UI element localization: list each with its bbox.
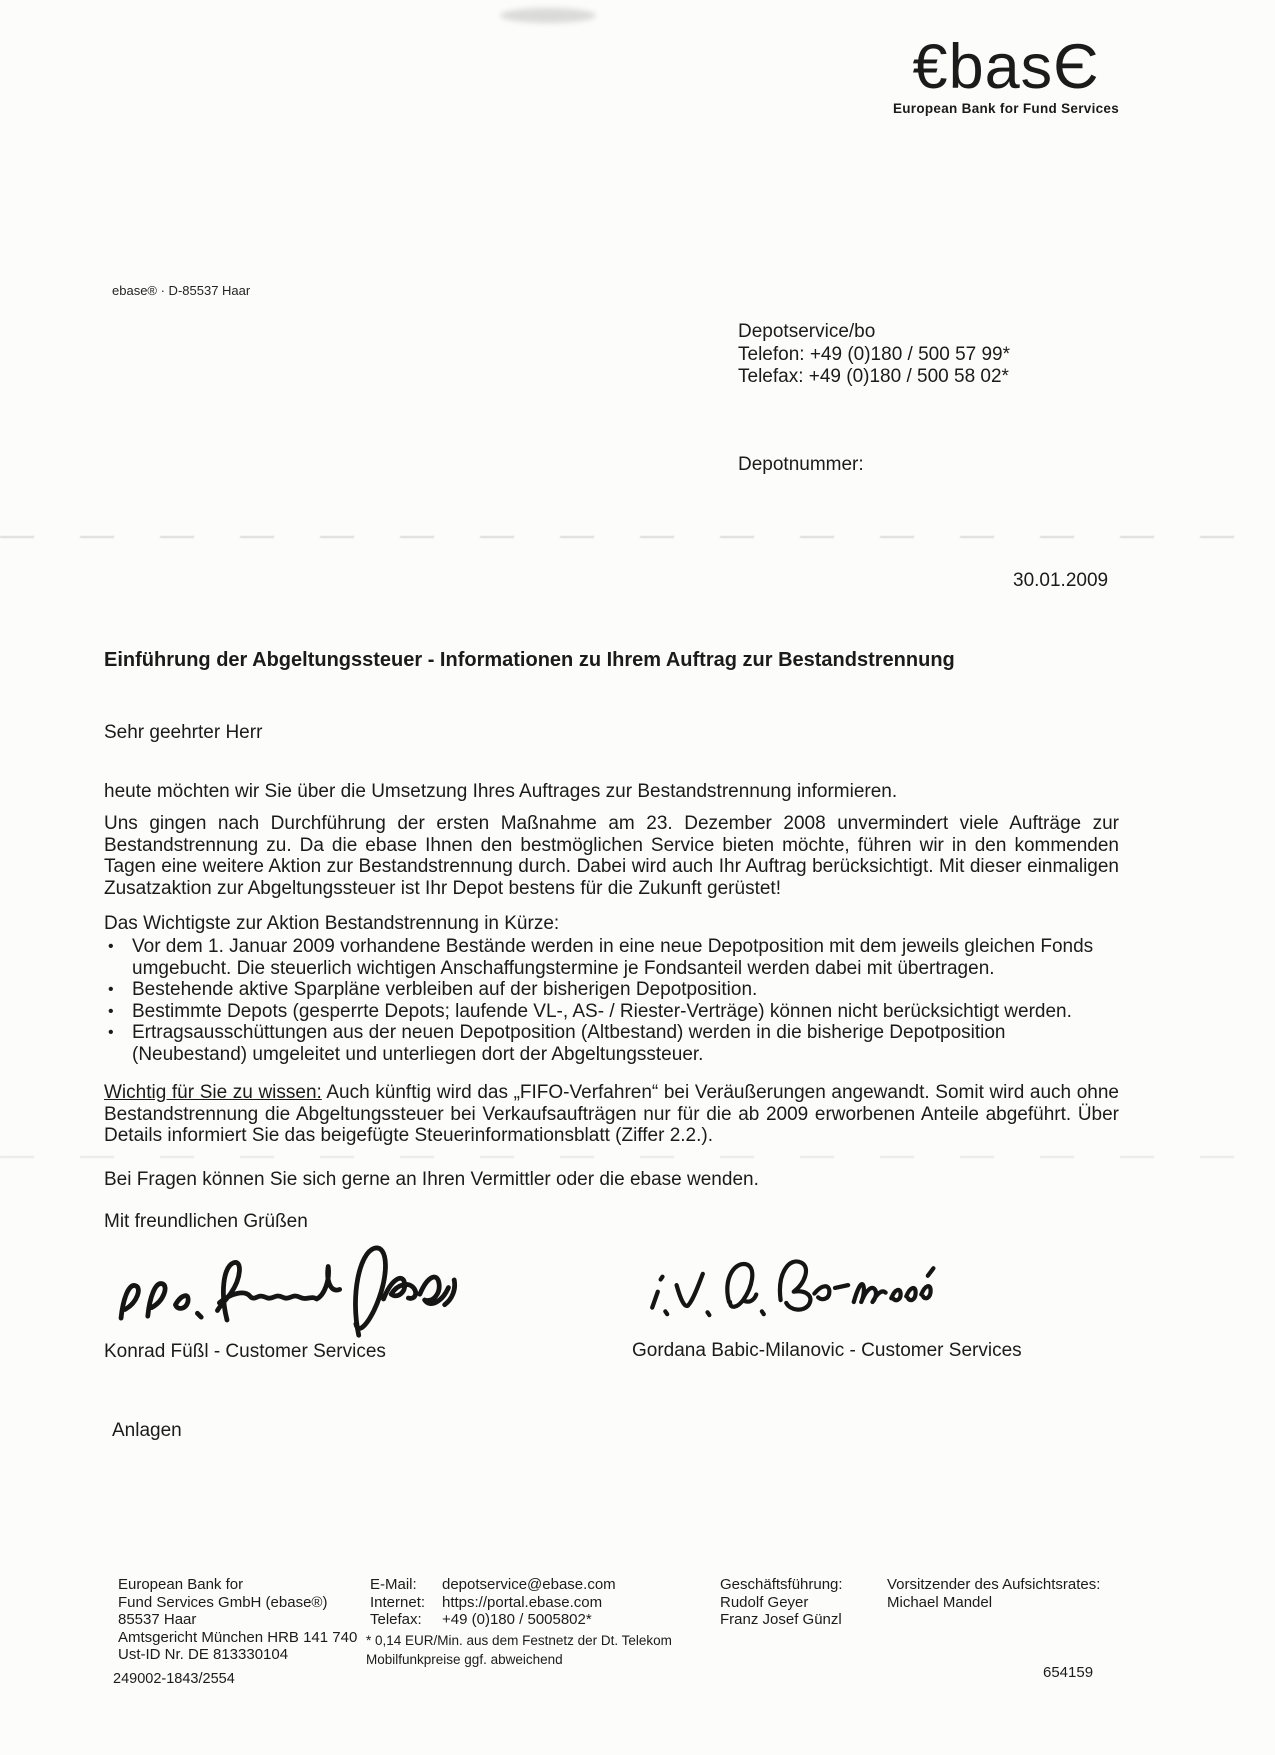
signer-name: Gordana Babic-Milanovic - Customer Services — [632, 1340, 1022, 1361]
salutation: Sehr geehrter Herr — [104, 722, 263, 743]
bullet-text: Ertragsausschüttungen aus der neuen Depotposition (Altbestand) werden in die bisherige Depotposition (Neubestand) umgeleitet und unterliegen dort der Abgeltungssteuer. — [132, 1022, 1006, 1065]
paragraph-intro: heute möchten wir Sie über die Umsetzung Ihres Auftrages zur Bestandstrennung informieren. — [104, 781, 898, 802]
document-code: 654159 — [1043, 1664, 1094, 1681]
footer-board-name: Michael Mandel — [887, 1593, 993, 1611]
list-item — [104, 979, 1119, 1001]
signer-name: Konrad Füßl - Customer Services — [104, 1341, 386, 1362]
footer-management-name: Rudolf Geyer — [720, 1593, 809, 1611]
bullet-text: Bestehende aktive Sparpläne verbleiben auf der bisherigen Depotposition. — [132, 979, 758, 1000]
footer-company-line: European Bank for — [118, 1576, 244, 1593]
footer-contact-row — [370, 1576, 616, 1594]
closing-greeting: Mit freundlichen Grüßen — [104, 1211, 308, 1232]
bullet-icon: • — [108, 1024, 114, 1041]
footer-contact-label: Internet: — [370, 1593, 426, 1611]
important-note-text: Auch künftig wird das „FIFO-Verfahren“ bei Veräußerungen angewandt. Somit wird auch ohne Bestandstrennung die Abgeltungssteuer bei Verkaufsaufträgen nur für die ab 2009 erworbenen Anteile abgeführt. Über Details informiert Sie das beigefügte Steuerinformationsblatt (Ziffer 2.2.). — [104, 1082, 1119, 1146]
footer-management-name: Franz Josef Günzl — [720, 1611, 842, 1628]
footer-company-line: Ust-ID Nr. DE 813330104 — [118, 1646, 289, 1663]
footer-contact-block — [370, 1576, 616, 1629]
footer-company-line: Fund Services GmbH (ebase®) — [118, 1593, 328, 1611]
footer-company-line: Amtsgericht München HRB 141 740 — [118, 1628, 358, 1646]
logo-tagline: European Bank for Fund Services — [892, 101, 1120, 117]
list-item — [104, 936, 1119, 979]
depot-number-label: Depotnummer: — [738, 454, 864, 475]
contact-fax: Telefax: +49 (0)180 / 500 58 02* — [738, 366, 1009, 387]
important-note-paragraph — [104, 1082, 1119, 1147]
letter-date: 30.01.2009 — [1013, 570, 1109, 591]
footer-contact-row — [370, 1594, 616, 1612]
footer-company-block — [118, 1576, 357, 1664]
footer-contact-label: Telefax: — [370, 1611, 422, 1628]
footer-contact-row — [370, 1611, 616, 1629]
important-note-label: Wichtig für Sie zu wissen: — [104, 1082, 322, 1103]
signature-konrad-fuessl — [100, 1236, 480, 1346]
ebase-logo-wordmark: €basЄ — [912, 32, 1100, 102]
footer-company-line: 85537 Haar — [118, 1611, 197, 1628]
signature-gordana-babic — [640, 1240, 940, 1339]
footer-management-block — [720, 1576, 843, 1629]
bullet-list — [104, 936, 1119, 1065]
footer-contact-label: E-Mail: — [370, 1576, 417, 1593]
bullet-text: Vor dem 1. Januar 2009 vorhandene Bestände werden in eine neue Depotposition mit dem jeweils gleichen Fonds umgebucht. Die steuerlich wichtigen Anschaffungstermine je Fondsanteil werden dabei mit übertragen. — [132, 936, 1094, 979]
bullet-icon: • — [108, 981, 114, 998]
footer-board-title: Vorsitzender des Aufsichtsrates: — [887, 1576, 1101, 1593]
bullet-text: Bestimmte Depots (gesperrte Depots; laufende VL-, AS- / Riester-Verträge) können nicht berücksichtigt werden. — [132, 1000, 1072, 1022]
footer-board-block — [887, 1576, 1100, 1611]
handwritten-signature-icon — [100, 1236, 480, 1341]
enclosures-label: Anlagen — [112, 1420, 182, 1441]
subject-line: Einführung der Abgeltungssteuer - Informationen zu Ihrem Auftrag zur Bestandstrennung — [104, 649, 955, 671]
footer-fax-value: +49 (0)180 / 5005802* — [442, 1611, 592, 1628]
contact-block — [738, 321, 1010, 389]
list-item — [104, 1001, 1119, 1023]
form-code: 249002-1843/2554 — [113, 1671, 235, 1687]
paragraph-questions: Bei Fragen können Sie sich gerne an Ihren Vermittler oder die ebase wenden. — [104, 1169, 759, 1190]
footer-management-title: Geschäftsführung: — [720, 1576, 843, 1593]
bullet-icon: • — [108, 938, 114, 955]
list-item — [104, 1022, 1119, 1065]
footnote-line: Mobilfunkpreise ggf. abweichend — [366, 1652, 563, 1667]
sender-return-address: ebase® · D-85537 Haar — [112, 283, 251, 298]
footer-footnote — [366, 1631, 672, 1669]
contact-department: Depotservice/bo — [738, 321, 876, 342]
footer-email-value: depotservice@ebase.com — [442, 1576, 616, 1593]
scan-line-artifact — [0, 536, 1275, 538]
handwritten-signature-icon — [640, 1240, 940, 1334]
scan-line-artifact — [0, 1156, 1275, 1158]
list-intro: Das Wichtigste zur Aktion Bestandstrennung in Kürze: — [104, 913, 560, 934]
bullet-icon: • — [108, 1002, 114, 1020]
footnote-line: * 0,14 EUR/Min. aus dem Festnetz der Dt. Telekom — [366, 1633, 672, 1648]
footer-internet-value: https://portal.ebase.com — [442, 1593, 603, 1611]
contact-phone: Telefon: +49 (0)180 / 500 57 99* — [738, 343, 1011, 365]
company-logo — [886, 34, 1126, 116]
paragraph-main: Uns gingen nach Durchführung der ersten Maßnahme am 23. Dezember 2008 unvermindert viele Aufträge zur Bestandstrennung zu. Da die ebase Ihnen den bestmöglichen Service bieten möchte, führen wir in den kommenden Tagen eine weitere Aktion zur Bestandstrennung durch. Dabei wird auch Ihr Auftrag berücksichtigt. Mit dieser einmaligen Zusatzaktion zur Abgeltungssteuer ist Ihr Depot bestens für die Zukunft gerüstet! — [104, 813, 1119, 899]
scan-smudge-artifact — [500, 8, 596, 23]
